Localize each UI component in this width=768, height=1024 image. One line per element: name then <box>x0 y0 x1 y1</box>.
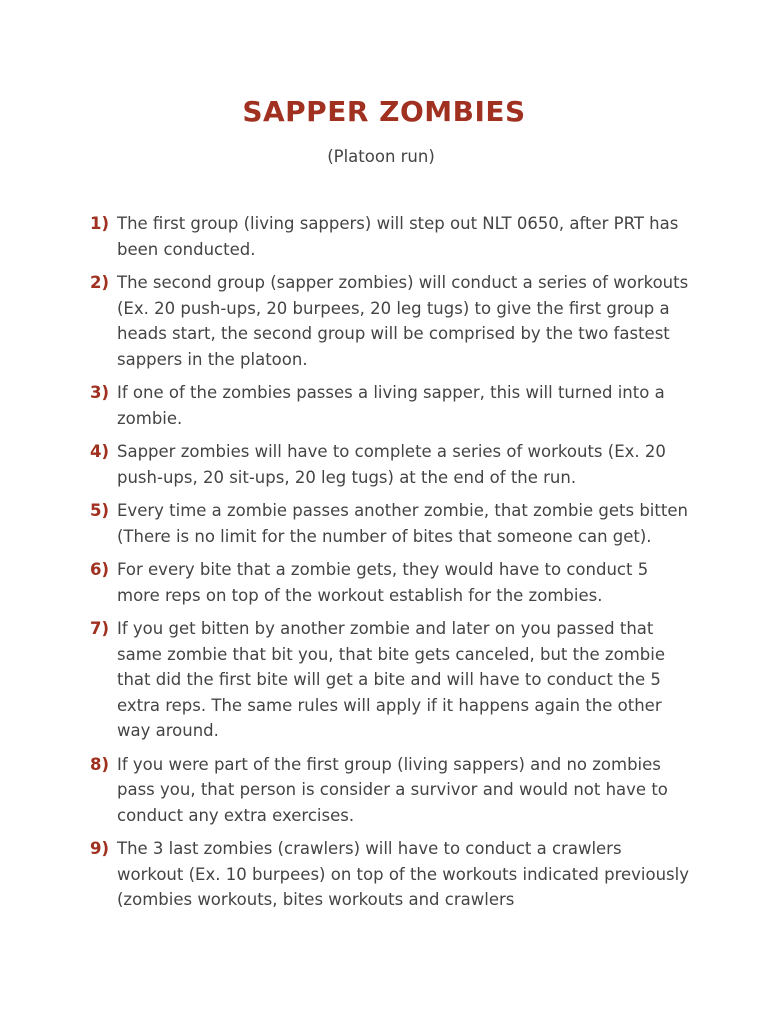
rule-item-7 <box>90 616 690 744</box>
rule-item-5 <box>90 498 690 549</box>
rule-text: Sapper zombies will have to complete a series of workouts (Ex. 20 push-ups, 20 sit-ups, 20 leg tugs) at the end of the run. <box>117 442 666 487</box>
rule-number: 9) <box>90 839 110 858</box>
rule-number: 1) <box>90 214 110 233</box>
rule-number: 7) <box>90 619 110 638</box>
rule-text: If you get bitten by another zombie and later on you passed that same zombie that bit you, that bite gets canceled, but the zombie that did the first bite will get a bite and will have to conduct the 5 extra reps. The same rules will apply if it happens again the other way around. <box>117 619 665 740</box>
rule-text: The first group (living sappers) will step out NLT 0650, after PRT has been conducted. <box>117 214 679 259</box>
rule-item-9 <box>90 836 690 913</box>
page-subtitle: (Platoon run) <box>327 147 435 166</box>
rule-item-4 <box>90 439 690 490</box>
rule-item-2 <box>90 270 690 372</box>
rule-text: The second group (sapper zombies) will conduct a series of workouts (Ex. 20 push-ups, 20 burpees, 20 leg tugs) to give the first group a heads start, the second group will be comprised by the two fastest sappers in the platoon. <box>117 273 689 369</box>
rule-text: If one of the zombies passes a living sapper, this will turned into a zombie. <box>117 383 665 428</box>
rule-number: 2) <box>90 273 110 292</box>
rule-item-1 <box>90 211 690 262</box>
rule-text: The 3 last zombies (crawlers) will have to conduct a crawlers workout (Ex. 10 burpees) on top of the workouts indicated previously (zombies workouts, bites workouts and crawlers <box>117 839 690 909</box>
rule-number: 4) <box>90 442 110 461</box>
rule-number: 5) <box>90 501 110 520</box>
page-title: SAPPER ZOMBIES <box>242 95 526 128</box>
rule-number: 8) <box>90 754 110 774</box>
rule-item-3 <box>90 380 690 431</box>
rule-text: For every bite that a zombie gets, they would have to conduct 5 more reps on top of the workout establish for the zombies. <box>117 560 649 605</box>
rule-text: If you were part of the first group (living sappers) and no zombies pass you, that person is consider a survivor and would not have to conduct any extra exercises. <box>117 754 668 825</box>
rule-text: Every time a zombie passes another zombie, that zombie gets bitten (There is no limit for the number of bites that someone can get). <box>117 501 688 546</box>
rule-number: 3) <box>90 383 110 402</box>
rule-number: 6) <box>90 560 110 579</box>
rule-item-8 <box>90 752 690 829</box>
rule-item-6 <box>90 557 690 608</box>
rules-list <box>90 211 690 921</box>
